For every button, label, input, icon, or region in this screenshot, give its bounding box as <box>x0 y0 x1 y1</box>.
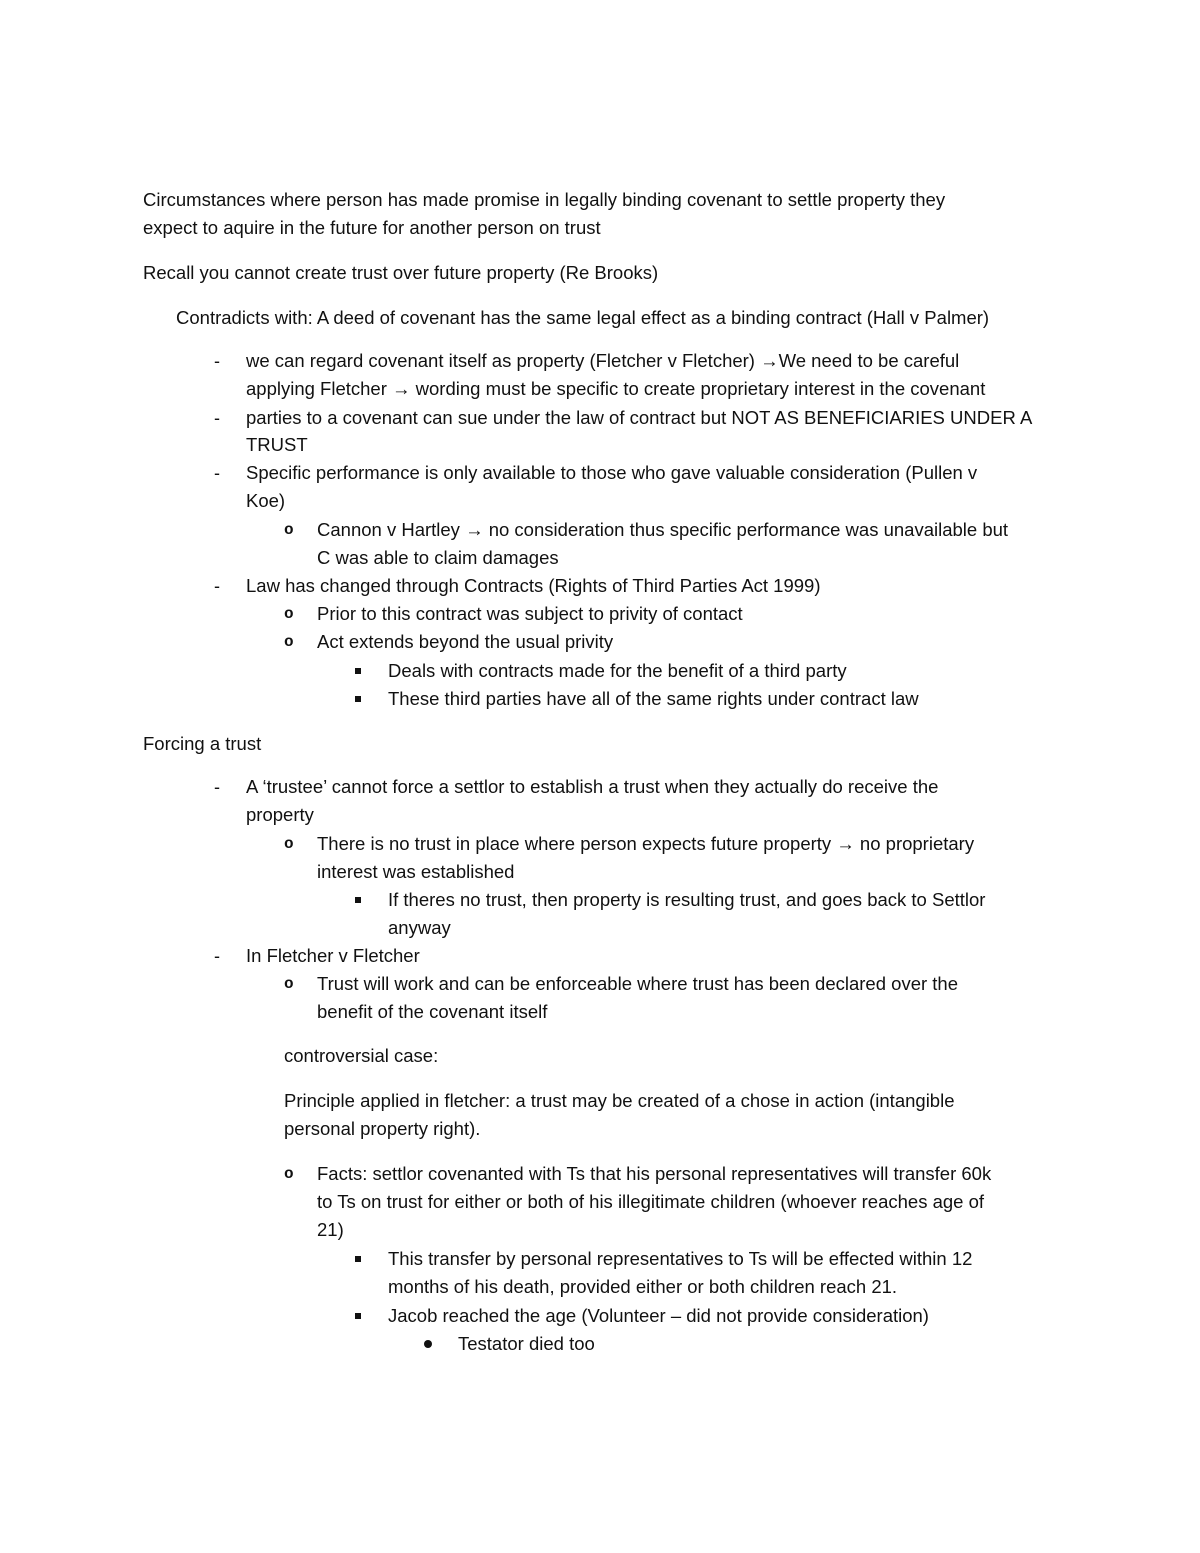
sub-sub-list-item: These third parties have all of the same rights under contract law <box>388 688 919 709</box>
list-item-continuation: property <box>246 804 314 825</box>
list-item: Specific performance is only available to those who gave valuable consideration (Pullen v <box>246 462 978 483</box>
dash-marker: - <box>214 408 220 428</box>
sub-list-item: Act extends beyond the usual privity <box>317 631 614 652</box>
intro-line-1: Circumstances where person has made promise in legally binding covenant to settle property they <box>143 189 946 210</box>
sub-list-item: Trust will work and can be enforceable where trust has been declared over the <box>317 973 958 994</box>
principle-paragraph-continuation: personal property right). <box>284 1118 481 1139</box>
sub-sub-list-item: This transfer by personal representatives to Ts will be effected within 12 <box>388 1248 973 1269</box>
dash-marker: - <box>214 463 220 483</box>
list-item: A ‘trustee’ cannot force a settlor to establish a trust when they actually do receive the <box>246 776 939 797</box>
sub-sub-list-item-continuation: anyway <box>388 917 451 938</box>
recall-paragraph: Recall you cannot create trust over future property (Re Brooks) <box>143 262 659 283</box>
sub-list-item-continuation: C was able to claim damages <box>317 547 559 568</box>
sub-list-item-continuation: interest was established <box>317 861 515 882</box>
circle-marker: o <box>284 835 294 853</box>
list-item: Law has changed through Contracts (Rights of Third Parties Act 1999) <box>246 575 821 596</box>
list-item: we can regard covenant itself as property (Fletcher v Fletcher) →We need to be careful <box>246 350 960 371</box>
circle-marker: o <box>284 975 294 993</box>
sub-list-item: Prior to this contract was subject to privity of contact <box>317 603 743 624</box>
section-heading: Forcing a trust <box>143 733 262 754</box>
sub-sub-list-item: Deals with contracts made for the benefit of a third party <box>388 660 847 681</box>
sub-sub-list-item: If theres no trust, then property is resulting trust, and goes back to Settlor <box>388 889 986 910</box>
list-item: In Fletcher v Fletcher <box>246 945 420 966</box>
dash-marker: - <box>214 946 220 966</box>
square-bullet-marker <box>355 696 361 702</box>
square-bullet-marker <box>355 668 361 674</box>
contradicts-paragraph: Contradicts with: A deed of covenant has the same legal effect as a binding contract (Hall v Palmer) <box>176 307 990 328</box>
circle-marker: o <box>284 1165 294 1183</box>
controversial-label: controversial case: <box>284 1045 439 1066</box>
sub-sub-sub-list-item: Testator died too <box>458 1333 595 1354</box>
sub-list-item-continuation: 21) <box>317 1219 344 1240</box>
dash-marker: - <box>214 351 220 371</box>
principle-paragraph: Principle applied in fletcher: a trust may be created of a chose in action (intangible <box>284 1090 955 1111</box>
circle-marker: o <box>284 605 294 623</box>
round-bullet-marker <box>424 1340 432 1348</box>
sub-list-item: There is no trust in place where person expects future property → no proprietary <box>317 833 975 854</box>
sub-sub-list-item-continuation: months of his death, provided either or both children reach 21. <box>388 1276 898 1297</box>
list-item-continuation: Koe) <box>246 490 286 511</box>
dash-marker: - <box>214 576 220 596</box>
sub-list-item-continuation: benefit of the covenant itself <box>317 1001 548 1022</box>
sub-sub-list-item: Jacob reached the age (Volunteer – did not provide consideration) <box>388 1305 929 1326</box>
square-bullet-marker <box>355 897 361 903</box>
intro-line-2: expect to aquire in the future for another person on trust <box>143 217 601 238</box>
square-bullet-marker <box>355 1313 361 1319</box>
dash-marker: - <box>214 777 220 797</box>
list-item-continuation: applying Fletcher → wording must be specific to create proprietary interest in the covenant <box>246 378 986 399</box>
sub-list-item: Cannon v Hartley → no consideration thus specific performance was unavailable but <box>317 519 1009 540</box>
square-bullet-marker <box>355 1256 361 1262</box>
circle-marker: o <box>284 633 294 651</box>
sub-list-item-continuation: to Ts on trust for either or both of his illegitimate children (whoever reaches age of <box>317 1191 985 1212</box>
list-item-continuation: TRUST <box>246 434 308 455</box>
sub-list-item: Facts: settlor covenanted with Ts that his personal representatives will transfer 60k <box>317 1163 992 1184</box>
list-item: parties to a covenant can sue under the law of contract but NOT AS BENEFICIARIES UNDER A <box>246 407 1033 428</box>
circle-marker: o <box>284 521 294 539</box>
